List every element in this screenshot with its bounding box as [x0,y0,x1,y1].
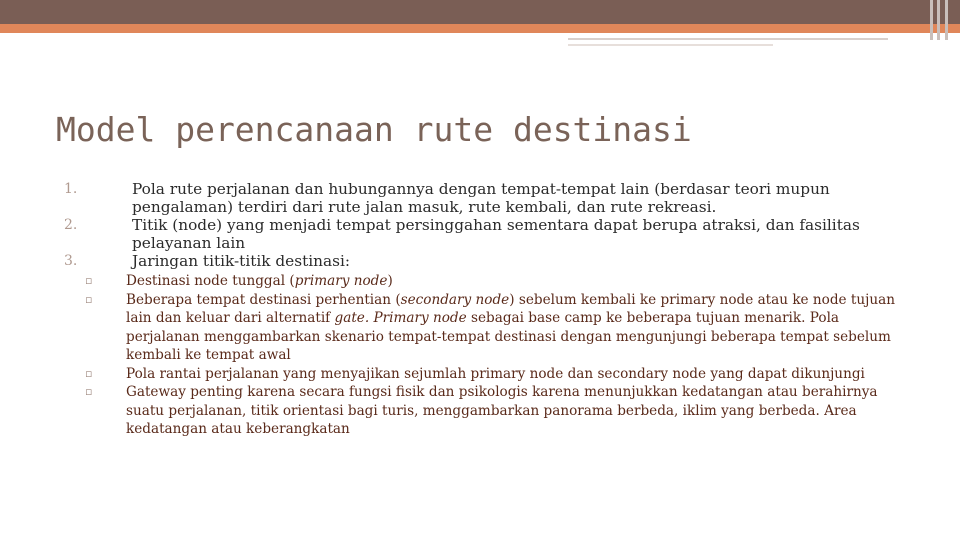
decor-line [568,44,773,46]
square-bullet-icon: ▫ [85,385,93,398]
list-number: 1. [64,181,78,197]
sub-list-item [56,291,906,365]
list-item [56,216,906,252]
sub-list [56,272,906,439]
accent-stripe [0,24,960,33]
sub-item-text: ) sebelum kembali ke primary node atau ke node tujuan lain dan keluar dari alternatif [126,291,895,326]
list-item [56,180,906,216]
decor-line [568,38,888,40]
list-number: 3. [64,253,78,269]
sub-list-item [56,272,906,291]
list-item-text: Pola rute perjalanan dan hubungannya dengan tempat-tempat lain (berdasar teori mupun pengalaman) terdiri dari rute jalan masuk, rute kembali, dan rute rekreasi. [132,180,830,216]
sub-item-text: sebagai base camp ke beberapa tujuan menarik. Pola perjalanan menggambarkan skenario tempat-tempat destinasi dengan mengunjungi beberapa tempat sebelum kembali ke tempat awal [126,310,891,363]
sub-list-item [56,383,906,439]
header-bar [0,0,960,24]
list-item-text: Jaringan titik-titik destinasi: [132,252,350,270]
sub-item-italic: gate. Primary node [334,310,467,326]
square-bullet-icon: ▫ [85,366,93,380]
sub-item-text: Beberapa tempat destinasi perhentian ( [126,291,401,308]
square-bullet-icon: ▫ [85,292,93,306]
sub-item-text: Destinasi node tunggal ( [126,273,295,289]
corner-decoration [945,0,948,40]
sub-item-text: Pola rantai perjalanan yang menyajikan sejumlah primary node dan secondary node yang dapat dikunjungi [126,365,865,382]
sub-item-italic: secondary node [400,291,510,308]
corner-decoration [930,0,933,40]
list-number: 2. [64,217,78,233]
list-item [56,252,906,270]
list-item-text: Titik (node) yang menjadi tempat persinggahan sementara dapat berupa atraksi, dan fasilitas pelayanan lain [132,216,860,252]
square-bullet-icon: ▫ [85,274,93,287]
sub-item-italic: primary node [294,273,388,289]
slide-content [56,180,906,439]
slide-title: Model perencanaan rute destinasi [56,110,692,149]
sub-list-item [56,365,906,384]
sub-item-text: Gateway penting karena secara fungsi fisik dan psikologis karena menunjukkan kedatangan atau berahirnya suatu perjalanan, titik orientasi bagi turis, menggambarkan panorama berbeda, iklim yang berbeda. Area kedatangan atau keberangkatan [126,384,878,437]
sub-item-text: ) [387,273,393,289]
corner-decoration [937,0,940,40]
